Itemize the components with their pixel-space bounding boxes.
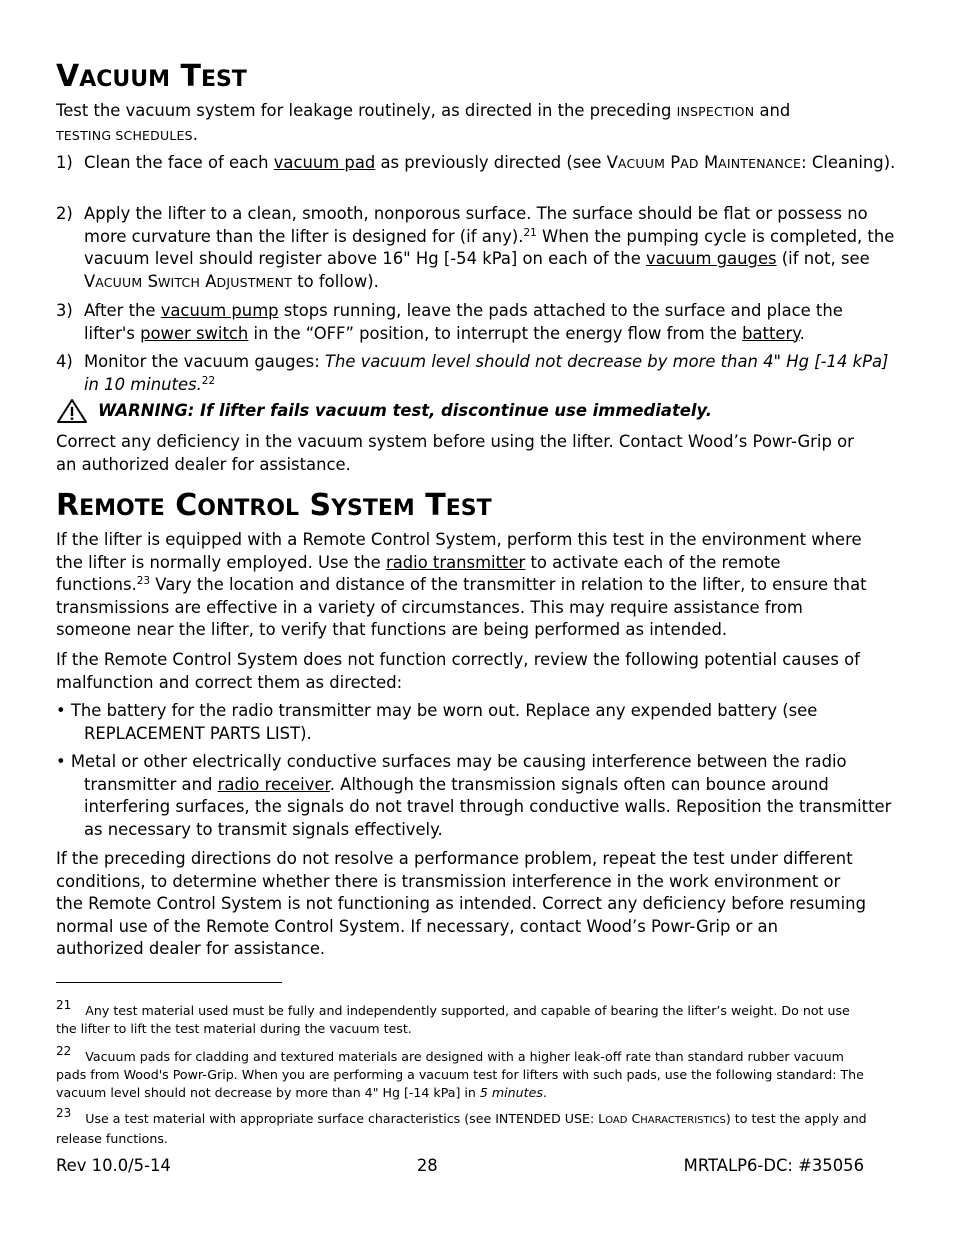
- intro-paragraph: Test the vacuum system for leakage routinely, as directed in the preceding INSPECTION and TESTING SCHEDULES.: [56, 101, 791, 144]
- warning-triangle-icon: [56, 398, 88, 424]
- footnote-ref-21[interactable]: 21: [523, 226, 537, 239]
- vacuum-pad-link[interactable]: vacuum pad: [273, 153, 376, 172]
- revision-label: Rev 10.0/5-14: [56, 1156, 171, 1175]
- list-item: 3) After the vacuum pump stops running, leave the pads attached to the surface and place the lifter's power switch in the “OFF” position, to interrupt the energy flow from the battery.: [56, 301, 843, 343]
- vacuum-gauges-link[interactable]: vacuum gauges: [646, 249, 777, 269]
- list-item: 2) Apply the lifter to a clean, smooth, nonporous surface. The surface should be flat or possess no more curvature than the lifter is designed for (if any).$^{21}$ When the pumping cycle is completed, the vacuum level should register above 16" Hg [-54 kPa] on each of the vacuum gauges (if not, see VACUUM SWITCH ADJUSTMENT to follow).: [56, 204, 895, 291]
- section-title-vacuum-test: VACUUM TEST: [56, 59, 247, 94]
- page-footer: [56, 1156, 864, 1175]
- paragraph: If the lifter is equipped with a Remote Control System, perform this test in the environment where the lifter is normally employed. Use the radio transmitter to activate each of the remote functions.$^{23}$ Vary the location and distance of the transmitter in relation to the lifter, to ensure that transmissions are effective in a variety of circumstances. This may require assistance from someone near the lifter, to verify that functions are being performed as intended.: [56, 530, 867, 640]
- document-id: MRTALP6-DC: #35056: [683, 1156, 864, 1175]
- footnote-22: 22 Vacuum pads for cladding and textured materials are designed with a higher leak-off rate than standard rubber vacuum pads from Wood's Powr-Grip. When you are performing a vacuum test for lifters with such pads, use the following standard: The vacuum level should not decrease by more than 4" Hg [-14 kPa] in 5 minutes.: [56, 1044, 864, 1100]
- warning-notice: WARNING: If lifter fails vacuum test, discontinue use immediately.: [56, 398, 868, 424]
- paragraph: If the Remote Control System does not function correctly, review the following potential causes of malfunction and correct them as directed:: [56, 650, 860, 692]
- list-item: 1) Clean the face of each vacuum pad as previously directed (see VACUUM PAD MAINTENANCE: Cleaning).: [56, 153, 896, 172]
- page-number: 28: [416, 1156, 438, 1175]
- bullet-item: • The battery for the radio transmitter may be worn out. Replace any expended battery (see REPLACEMENT PARTS LIST).: [56, 701, 818, 743]
- footnote-ref-22[interactable]: 22: [201, 374, 216, 387]
- paragraph: If the preceding directions do not resolve a performance problem, repeat the test under different conditions, to determine whether there is transmission interference in the work environment or the Remote Control System is not functioning as intended. Correct any deficiency before resuming normal use of the Remote Control System. If necessary, contact Wood’s Powr-Grip or an authorized dealer for assistance.: [56, 849, 866, 959]
- battery-link[interactable]: battery: [742, 323, 800, 343]
- radio-transmitter-link[interactable]: radio transmitter: [385, 552, 526, 572]
- closing-paragraph: Correct any deficiency in the vacuum system before using the lifter. Contact Wood’s Powr-Grip or an authorized dealer for assistance.: [56, 432, 854, 474]
- power-switch-link[interactable]: power switch: [140, 323, 249, 343]
- footnote-23: 23 Use a test material with appropriate surface characteristics (see INTENDED USE: LOAD CHARACTERISTICS) to test the apply and release functions.: [56, 1106, 867, 1146]
- bullet-item: • Metal or other electrically conductive surfaces may be causing interference between the radio transmitter and radio receiver. Although the transmission signals often can bounce around interfering surfaces, the signals do not travel through conductive walls. Reposition the transmitter as necessary to transmit signals effectively.: [56, 752, 892, 839]
- radio-receiver-link[interactable]: radio receiver: [217, 774, 330, 794]
- vacuum-pump-link[interactable]: vacuum pump: [160, 301, 279, 320]
- footnote-21: 21 Any test material used must be fully and independently supported, and capable of bearing the lifter’s weight. Do not use the lifter to lift the test material during the vacuum test.: [56, 998, 850, 1036]
- footnote-divider: [56, 982, 282, 983]
- footnote-ref-23[interactable]: 23: [136, 575, 151, 588]
- section-title-remote-control-test: REMOTE CONTROL SYSTEM TEST: [56, 488, 492, 523]
- list-item: 4) Monitor the vacuum gauges: The vacuum level should not decrease by more than 4" Hg [-14 kPa] in 10 minutes.$^{22}$: [56, 352, 889, 394]
